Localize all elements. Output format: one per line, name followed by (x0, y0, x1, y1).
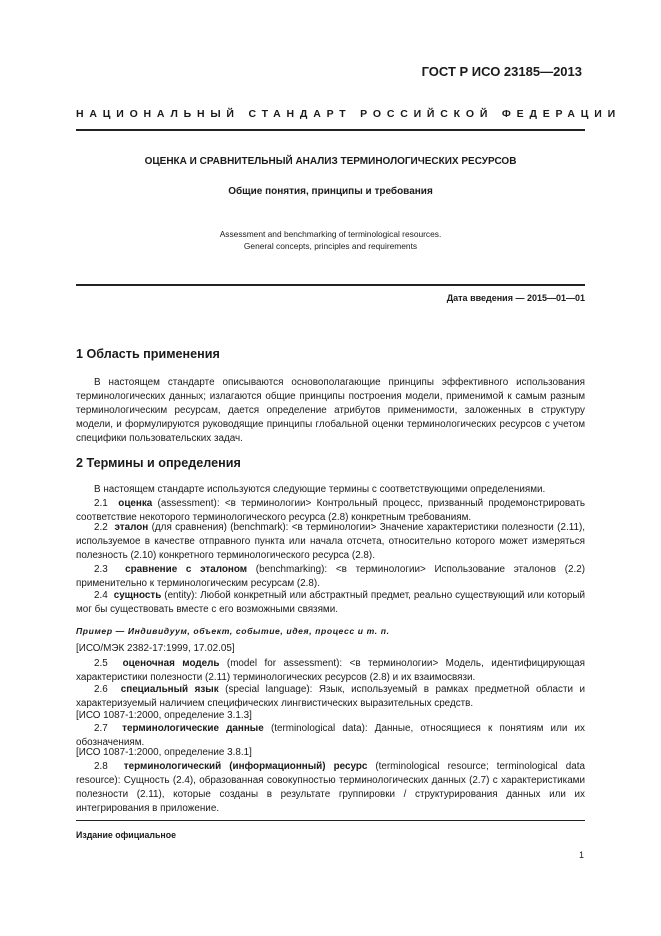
english-title-line2: General concepts, principles and requirements (243, 241, 418, 251)
term-name: оценочная модель (122, 658, 220, 669)
term-name: терминологические данные (122, 723, 264, 734)
section-1-title: 1 Область применения (76, 347, 220, 361)
term-definition: (special language): Язык, используемый в рамках предметной области и характеризуемый наличием специфических лингвистических выразительных средств. (76, 684, 585, 709)
term-number: 2.2 (94, 522, 108, 533)
english-title-line1: Assessment and benchmarking of terminological resources. (219, 229, 442, 239)
reference-2 (76, 709, 585, 723)
term-number: 2.8 (94, 761, 108, 772)
term-name: терминологический (информационный) ресурс (123, 761, 368, 772)
term-definition: (assessment): <в терминологии> Контрольный процесс, призванный продемонстрировать соответствие некоторого терминологического ресурса (2.8) конкретным требованиям. (76, 498, 585, 523)
effective-date: Дата введения — 2015—01—01 (446, 293, 585, 303)
term-2-2 (76, 521, 585, 563)
term-number: 2.7 (94, 723, 108, 734)
reference-1 (76, 642, 585, 656)
section-1-text (76, 376, 585, 446)
reference-text: [ИСО 1087-1:2000, определение 3.1.3] (76, 710, 252, 721)
term-2-3 (76, 563, 585, 591)
term-definition: (entity): Любой конкретный или абстрактный предмет, реально существующий или который мог бы существовать вместе с его возможными связями. (76, 590, 585, 615)
page-number: 1 (578, 850, 584, 860)
footer-rule (76, 820, 585, 821)
term-2-4 (76, 589, 585, 617)
reference-3 (76, 746, 585, 760)
term-definition: (для сравнения) (benchmark): <в терминологии> Значение характеристики полезности (2.11), используемое в качестве отправного пункта или начала отсчета, относительно которого может измеряться полезность (2.10) конкретного терминологического ресурса (2.8). (76, 522, 585, 561)
section-2-intro (76, 483, 585, 497)
example-text: Пример — Индивидуум, объект, событие, идея, процесс и т. п. (76, 626, 390, 636)
example-note (76, 624, 585, 639)
term-name: эталон (114, 522, 149, 533)
reference-text: [ИСО/МЭК 2382-17:1999, 17.02.05] (76, 643, 235, 654)
term-definition: (terminological resource; terminological data resource): Сущность (2.4), образованная совокупностью терминологических данных (2.7) с характеристиками полезности (2.11), которые созданы в результате группировки / структурирования данных или их интегрирования в приложение. (76, 761, 585, 814)
edition-label: Издание официальное (76, 830, 176, 840)
term-2-8 (76, 760, 585, 816)
header-rule (76, 129, 585, 131)
document-title: ОЦЕНКА И СРАВНИТЕЛЬНЫЙ АНАЛИЗ ТЕРМИНОЛОГИЧЕСКИХ РЕСУРСОВ (144, 156, 517, 167)
term-number: 2.1 (94, 498, 108, 509)
term-definition: (benchmarking): <в терминологии> Использование эталонов (2.2) применительно к терминологическим ресурсам (2.8). (76, 564, 586, 589)
reference-text: [ИСО 1087-1:2000, определение 3.8.1] (76, 747, 252, 758)
term-name: сравнение с эталоном (125, 564, 248, 575)
term-2-6 (76, 683, 585, 711)
document-code: ГОСТ Р ИСО 23185—2013 (421, 64, 582, 79)
term-definition: (terminological data): Данные, относящиеся к понятиям или их обозначениям. (76, 723, 585, 748)
title-rule (76, 284, 585, 286)
section-2-intro-text: В настоящем стандарте используются следующие термины с соответствующими определениями. (94, 484, 546, 495)
term-number: 2.3 (94, 564, 108, 575)
document-subtitle: Общие понятия, принципы и требования (228, 186, 433, 197)
term-number: 2.6 (94, 684, 108, 695)
term-number: 2.4 (94, 590, 108, 601)
term-definition: (model for assessment): <в терминологии> Модель, идентифицирующая характеристики полезности (2.11) терминологических ресурсов (2.8) и их взаимосвязи. (76, 658, 585, 683)
section-1-body: В настоящем стандарте описываются основополагающие принципы эффективного использования терминологических данных; излагаются общие принципы построения модели, применимой к самым разным терминологическим ресурсам, дается определение атрибутов применимости, заложенных в структуру модели, и формулируются руководящие принципы глобальной оценки терминологических ресурсов с учетом специфики пользовательских задач. (76, 377, 585, 444)
term-name: сущность (113, 590, 162, 601)
term-name: специальный язык (120, 684, 219, 695)
term-name: оценка (118, 498, 153, 509)
term-number: 2.5 (94, 658, 108, 669)
term-2-5 (76, 657, 585, 685)
section-2-title: 2 Термины и определения (76, 456, 241, 470)
national-standard-banner: НАЦИОНАЛЬНЫЙ СТАНДАРТ РОССИЙСКОЙ ФЕДЕРАЦИИ (76, 108, 621, 120)
